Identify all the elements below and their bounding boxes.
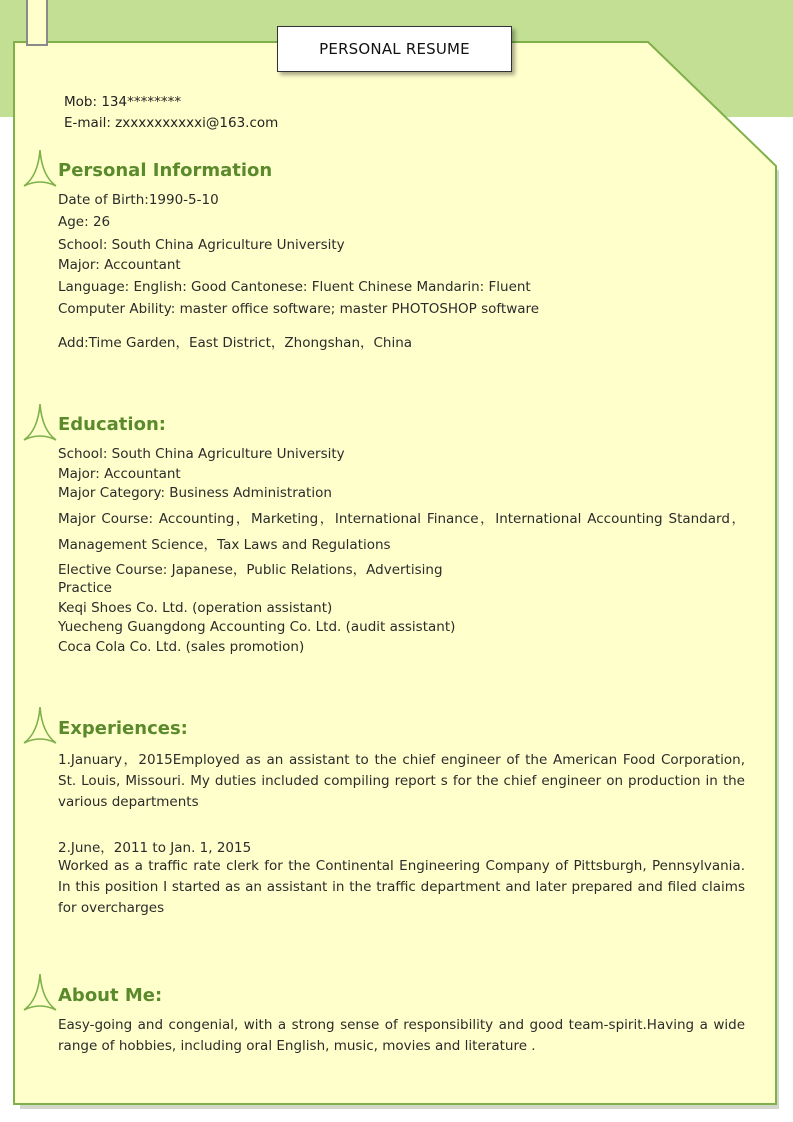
practice-item: Coca Cola Co. Ltd. (sales promotion) (58, 639, 305, 655)
experience-item-2-date: 2.June，2011 to Jan. 1, 2015 (58, 840, 252, 856)
leaf-arc-icon (20, 402, 60, 442)
contact-email[interactable]: E-mail: zxxxxxxxxxxi@163.com (64, 115, 279, 131)
practice-item: Keqi Shoes Co. Ltd. (operation assistant) (58, 600, 333, 616)
section-heading-personal: Personal Information (58, 160, 273, 181)
leaf-arc-icon (20, 148, 60, 188)
experience-item-2: Worked as a traffic rate clerk for the Continental Engineering Company of Pittsburgh, Pennsylvania. In this position I started as an assistant in the traffic department and later prepared and filed claims for overcharges (58, 858, 745, 916)
leaf-arc-icon (20, 972, 60, 1012)
education-elective: Elective Course: Japanese，Public Relations，Advertising (58, 562, 443, 578)
personal-computer: Computer Ability: master office software; master PHOTOSHOP software (58, 301, 540, 317)
education-school: School: South China Agriculture University (58, 446, 345, 462)
personal-language: Language: English: Good Cantonese: Fluent Chinese Mandarin: Fluent (58, 279, 531, 295)
leaf-arc-icon (20, 705, 60, 745)
section-heading-about: About Me: (58, 985, 163, 1006)
bookmark-tab (26, 0, 48, 46)
personal-dob: Date of Birth:1990-5-10 (58, 192, 219, 208)
education-category: Major Category: Business Administration (58, 485, 332, 501)
education-course-cont: Management Science，Tax Laws and Regulations (58, 537, 391, 553)
document-title: PERSONAL RESUME (277, 26, 512, 72)
section-heading-experiences: Experiences: (58, 718, 188, 739)
education-major: Major: Accountant (58, 466, 181, 482)
education-practice-label: Practice (58, 580, 112, 596)
personal-school: School: South China Agriculture University (58, 237, 345, 253)
education-course: Major Course: Accounting，Marketing，International Finance，International Accounting Standard， (58, 511, 745, 527)
personal-age: Age: 26 (58, 214, 111, 230)
practice-item: Yuecheng Guangdong Accounting Co. Ltd. (audit assistant) (58, 619, 456, 635)
personal-address: Add:Time Garden，East District，Zhongshan，China (58, 335, 413, 351)
section-heading-education: Education: (58, 414, 166, 435)
contact-mobile: Mob: 134******** (64, 94, 182, 110)
experience-item-1: 1.January，2015Employed as an assistant to the chief engineer of the American Food Corporation, St. Louis, Missouri. My duties included compiling report s for the chief engineer on production in the various departments (58, 752, 745, 810)
about-text: Easy-going and congenial, with a strong sense of responsibility and good team-spirit.Having a wide range of hobbies, including oral English, music, movies and literature . (58, 1017, 745, 1054)
personal-major: Major: Accountant (58, 257, 181, 273)
